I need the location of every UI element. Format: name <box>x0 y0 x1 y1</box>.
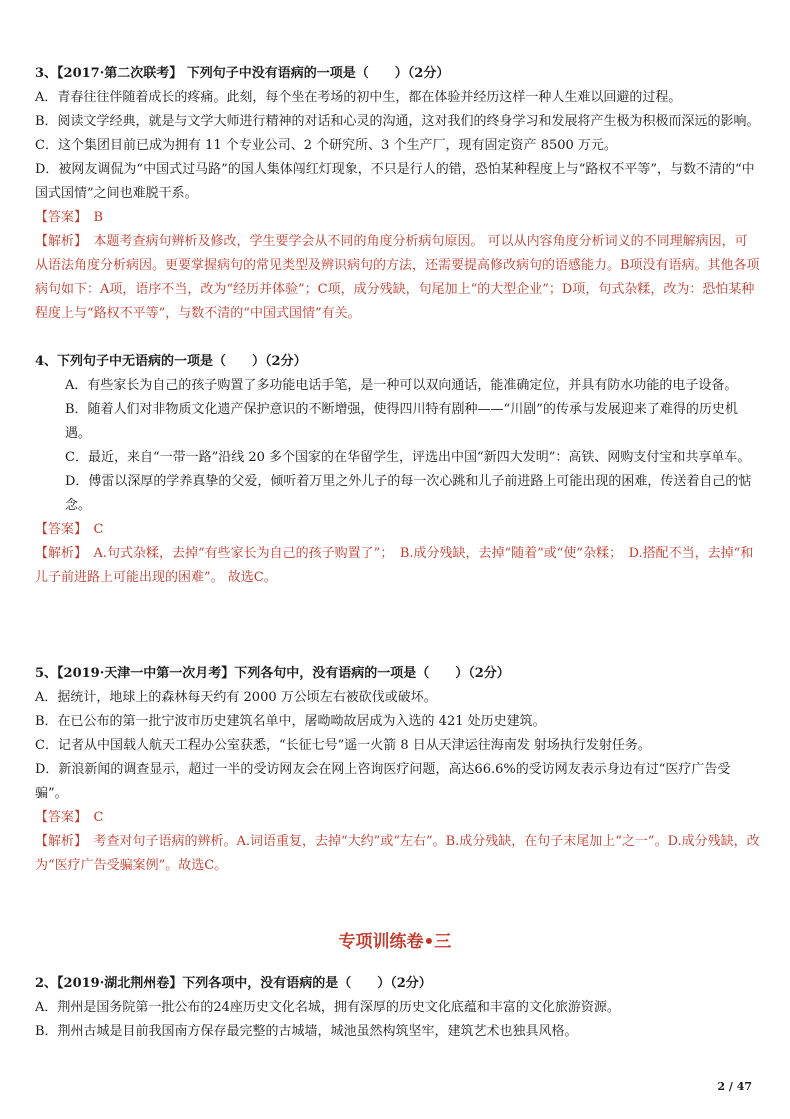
question-stem: 4、下列句子中无语病的一项是（ ）（2分） <box>35 354 307 369</box>
option-a: A．荆州是国务院第一批公布的24座历史文化名城，拥有深厚的历史文化底蕴和丰富的文化旅游资源。 <box>35 1000 620 1015</box>
section-title: 专项训练卷•三 <box>338 932 452 952</box>
option-d: D．新浪新闻的调查显示，超过一半的受访网友会在网上咨询医疗问题，高达66.6%的受访网友表示身边有过“医疗广告受骗”。 <box>35 762 731 801</box>
option-b: B．在已公布的第一批宁波市历史建筑名单中，屠呦呦故居成为入选的 421 处历史建筑。 <box>35 714 546 729</box>
page-number: 2 / 47 <box>717 1080 752 1093</box>
option-d: D．傅雷以深厚的学养真挚的父爱，倾听着万里之外儿子的每一次心跳和儿子前进路上可能出现的困难，传送着自己的惦念。 <box>65 474 752 513</box>
answer: 【答案】 B <box>35 210 104 225</box>
question-stem: 2、【2019·湖北荆州卷】下列各项中，没有语病的是（ ）（2分） <box>35 976 432 991</box>
option-c: C．最近，来自“一带一路”沿线 20 多个国家的在华留学生，评选出中国“新四大发明”：高铁、网购支付宝和共享单车。 <box>65 450 751 465</box>
answer: 【答案】 C <box>35 810 104 825</box>
option-a: A．据统计，地球上的森林每天约有 2000 万公顷左右被砍伐或破坏。 <box>35 690 437 705</box>
option-c: C．记者从中国载人航天工程办公室获悉，“长征七号”遥一火箭 8 日从天津运往海南发 射场执行发射任务。 <box>35 738 651 753</box>
option-c: C．这个集团目前已成为拥有 11 个专业公司、2 个研究所、3 个生产厂，现有固定资产 8500 万元。 <box>35 138 617 153</box>
question-2 <box>35 972 760 1044</box>
option-b: B．阅读文学经典，就是与文学大师进行精神的对话和心灵的沟通，这对我们的终身学习和发展将产生极为积极而深远的影响。 <box>35 114 760 129</box>
option-b: B．随着人们对非物质文化遗产保护意识的不断增强，使得四川特有剧种——“川剧”的传承与发展迎来了难得的历史机遇。 <box>65 402 738 441</box>
option-a: A．青春往往伴随着成长的疼痛。此刻，每个坐在考场的初中生，都在体验并经历这样一种人生难以回避的过程。 <box>35 90 682 105</box>
analysis: 【解析】 A.句式杂糅，去掉“有些家长为自己的孩子购置了”； B.成分残缺，去掉“随着”或“使”杂糅； D.搭配不当，去掉“和儿子前进路上可能出现的困难”。 故选C。 <box>35 546 754 585</box>
question-stem: 3、【2017·第二次联考】 下列句子中没有语病的一项是（ ）（2分） <box>35 66 450 81</box>
question-5 <box>35 662 760 878</box>
analysis: 【解析】 本题考查病句辨析及修改，学生要学会从不同的角度分析病句原因。 可以从内容角度分析词义的不同理解病因，可从语法角度分析病因。更要掌握病句的常见类型及辨识病句的方法，还需要提高修改病句的语感能力。B项没有语病。其他各项病句如下：A项，语序不当，改为“经历并体验”；C项，成分残缺，句尾加上“的大型企业”；D项，句式杂糅，改为：恐怕某种程度上与“路权不平等”，与数不清的“中国式国情”有关。 <box>35 234 760 321</box>
option-b: B．荆州古城是目前我国南方保存最完整的古城墙，城池虽然构筑坚牢，建筑艺术也独具风格。 <box>35 1024 578 1039</box>
analysis: 【解析】 考查对句子语病的辨析。A.词语重复，去掉“大约”或“左右”。B.成分残缺，在句子末尾加上“之一”。D.成分残缺，改为“医疗广告受骗案例”。故选C。 <box>35 834 760 873</box>
question-4 <box>35 350 760 590</box>
option-d: D．被网友调侃为“中国式过马路”的国人集体闯红灯现象，不只是行人的错，恐怕某种程度上与“路权不平等”，与数不清的“中国式国情”之间也难脱干系。 <box>35 162 755 201</box>
option-a: A．有些家长为自己的孩子购置了多功能电话手笔，是一种可以双向通话，能准确定位，并具有防水功能的电子设备。 <box>65 378 738 393</box>
question-stem: 5、【2019·天津一中第一次月考】下列各句中，没有语病的一项是（ ）（2分） <box>35 666 510 681</box>
question-3 <box>35 62 760 326</box>
answer: 【答案】 C <box>35 522 104 537</box>
